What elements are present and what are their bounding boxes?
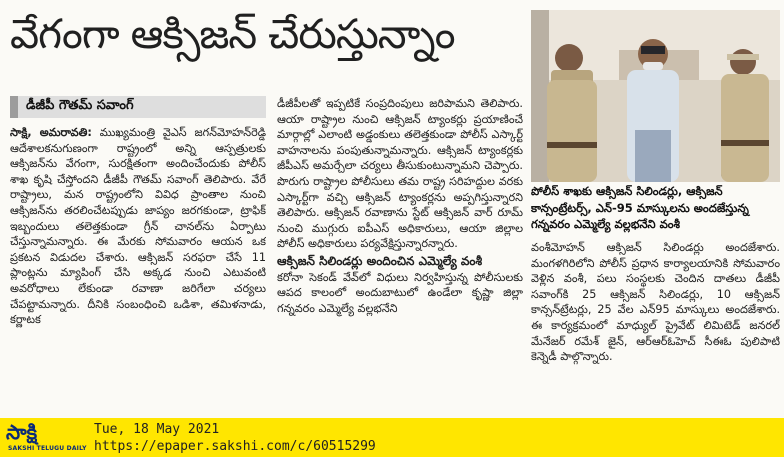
news-photo	[531, 10, 780, 182]
column-1-text: ముఖ్యమంత్రి వైఎస్ జగన్‌మోహన్‌రెడ్డి ఆదేశాలకనుగుణంగా రాష్ట్రంలో అన్ని ఆస్పత్రులకు ఆక్సిజన్‌ను వేగంగా, సురక్షితంగా అందించేందుకు పోలీస్ శాఖ కృషి చేస్తోందని డీజీపీ గౌతమ్ సవాంగ్ తెలిపారు. వేరే రాష్ట్రాలు, మన రాష్ట్రంలోని వివిధ ప్రాంతాల నుంచి ఆక్సిజన్‌ను తరలించేటప్పుడు జాప్యం జరగకుండా, ట్రాఫిక్ ఇబ్బందులు తలెత్తకుండా గ్రీన్ చానల్‌ను ఏర్పాటు చేస్తున్నామన్నారు. ఈ మేరకు సోమవారం ఆయన ఒక ప్రకటన విడుదల చేశారు. ఆక్సిజన్ సరఫరా చేసే 11 ప్లాంట్లను మ్యాపింగ్ చేసి అక్కడ నుంచి ఎటువంటి అవరోధాలు లేకుండా రవాణా జరిగేలా చర్యలు చేపట్టామన్నారు. దీనికి సంబంధించి ఒడిశా, తమిళనాడు, కర్ణాటక	[10, 126, 266, 327]
byline-marker	[10, 96, 18, 118]
footer-bar	[0, 418, 784, 457]
logo-subtitle: SAKSHI TELUGU DAILY	[8, 445, 87, 452]
dateline: సాక్షి, అమరావతి:	[10, 126, 92, 139]
byline-text: డీజీపీ గౌతమ్ సవాంగ్	[26, 98, 134, 113]
logo-wordmark: సాక్షి	[6, 420, 38, 444]
photo-illustration	[531, 10, 780, 182]
article-column-2	[277, 96, 523, 416]
headline: వేగంగా ఆక్సిజన్ చేరుస్తున్నాం	[10, 10, 455, 58]
article-column-1	[10, 125, 266, 415]
article-column-3	[531, 240, 780, 416]
subheading: ఆక్సిజన్ సిలిండర్లు అందించిన ఎమ్మెల్యే వంశీ	[277, 253, 483, 268]
source-link[interactable]: https://epaper.sakshi.com/c/60515299	[94, 439, 376, 454]
byline-bar	[10, 96, 266, 118]
column-2-text-continued: కరోనా సెకండ్ వేవ్‌లో విధులు నిర్వహిస్తున్న పోలీసులకు ఆపద కాలంలో అందుబాటులో ఉండేలా కృష్ణా జిల్లా గన్నవరం ఎమ్మెల్యే వల్లభనేని	[277, 270, 523, 315]
publish-date: Tue, 18 May 2021	[94, 422, 220, 437]
sakshi-logo[interactable]	[6, 420, 87, 454]
photo-caption: పోలీస్ శాఖకు ఆక్సిజన్ సిలిండర్లు, ఆక్సిజన్ కాన్సంట్రేటర్స్, ఎన్-95 మాస్కులను అందజేస్తున్న గన్నవరం ఎమ్మెల్యే వల్లభనేని వంశీ	[531, 184, 749, 231]
column-3-text: వంశీమోహన్ ఆక్సిజన్ సిలిండర్లు అందజేశారు. మంగళగిరిలోని పోలీస్ ప్రధాన కార్యాలయానికి సోమవారం వెళ్లిన వంశీ, పలు సంస్థలకు చెందిన దాతలు డీజీపీ సవాంగ్‌కి 25 ఆక్సిజన్ సిలిండర్లు, 10 ఆక్సిజన్ కాన్సన్‌ట్రేటర్లు, 25 వేల ఎన్95 మాస్కులు అందజేశారు. ఈ కార్యక్రమంలో మాధ్యుల్ ప్రైవేట్ లిమిటెడ్ జనరల్ మేనేజర్ రమేశ్ జైన్, ఆర్‌ఆర్‌ఓహెచ్ సీఈఓ పులిపాటి కెన్నెడీ పాల్గొన్నారు.	[531, 241, 780, 364]
column-2-text: డీజీపీలతో ఇప్పటికే సంప్రదింపులు జరిపామని తెలిపారు. ఆయా రాష్ట్రాల నుంచి ఆక్సిజన్ ట్యాంకర్లు ప్రయాణించే మార్గాల్లో ఎలాంటి అడ్డంకులు తలెత్తకుండా పోలీస్ ఎస్కార్ట్ వాహనాలను పంపుతున్నామన్నారు. ఆక్సిజన్ ట్యాంకర్లకు జీపీఎస్ అమర్చేలా చర్యలు తీసుకుంటున్నామని చెప్పారు. పొరుగు రాష్ట్రాల పోలీసులు తమ రాష్ట్ర సరిహద్దుల వరకు ఎస్కార్ట్‌గా వచ్చి ఆక్సిజన్ ట్యాంకర్లను అప్పగిస్తున్నారని తెలిపారు. ఆక్సిజన్ రవాణాను స్టేట్ ఆక్సిజన్ వార్ రూమ్ నుంచి ముగ్గురు ఐపీఎస్ అధికారులు, ఆయా జిల్లాల పోలీస్ అధికారులు పర్యవేక్షిస్తున్నారన్నారు.	[277, 97, 523, 251]
